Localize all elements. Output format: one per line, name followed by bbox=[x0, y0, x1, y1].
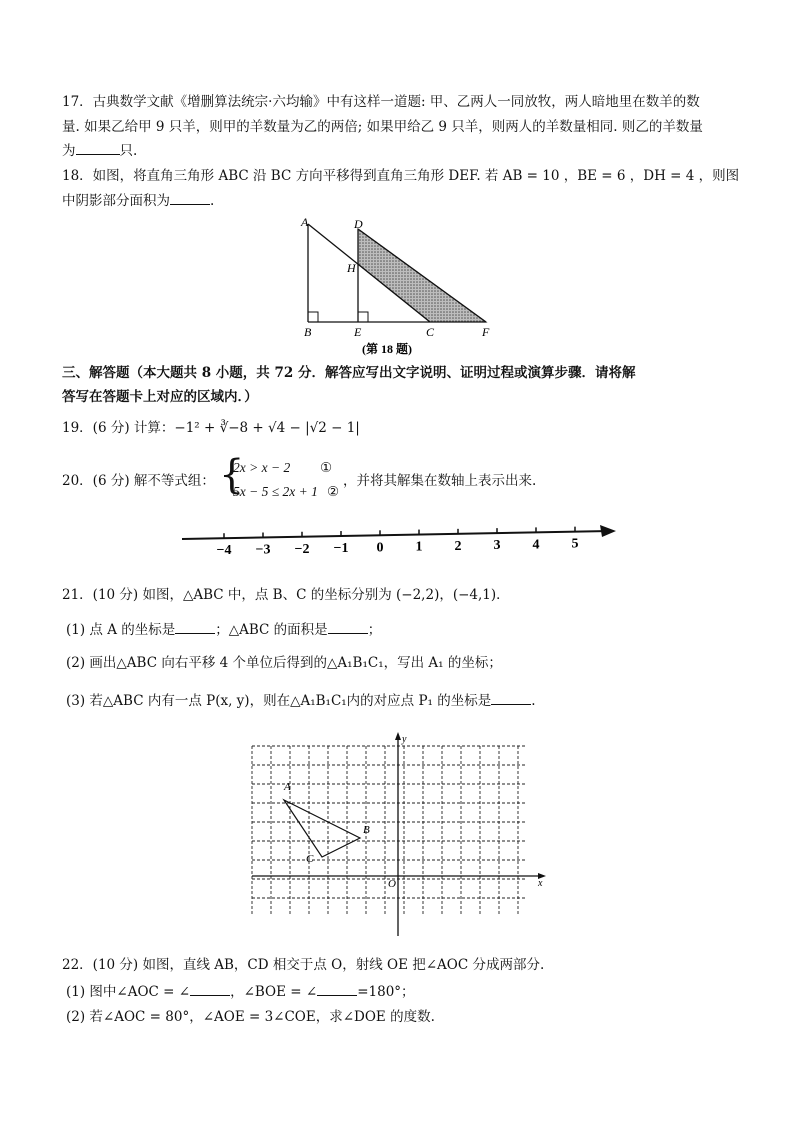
q22-part1 bbox=[66, 983, 415, 1001]
q20-inequality-2: 5x − 5 ≤ 2x + 1 bbox=[233, 484, 318, 499]
q17-line3 bbox=[62, 142, 137, 160]
number-line-tick-label: −4 bbox=[216, 543, 232, 559]
q20-number-line bbox=[176, 522, 622, 564]
q22-part1-pre: (1) 图中∠AOC = ∠ bbox=[66, 984, 191, 1000]
number-line-tick-label: 0 bbox=[376, 540, 384, 556]
q18-caption: (第 18 题) bbox=[362, 342, 412, 356]
q20-inequality-1: 2x > x − 2 bbox=[233, 460, 291, 475]
q17-line2: 量. 如果乙给甲 9 只羊，则甲的羊数量为乙的两倍; 如果甲给乙 9 只羊，则两人的羊数量相同. 则乙的羊数量 bbox=[62, 119, 703, 135]
q21-part2: (2) 画出△ABC 向右平移 4 个单位后得到的△A₁B₁C₁，写出 A₁ 的坐标； bbox=[66, 655, 502, 671]
number-line-tick-label: −3 bbox=[255, 542, 271, 558]
triangle-ABC bbox=[284, 800, 360, 857]
q18-right-angle-E bbox=[358, 312, 368, 322]
grid-label-B: B bbox=[363, 824, 370, 836]
q18-label-B: B bbox=[304, 325, 312, 339]
q19-text: 19．(6 分) 计算：−1² + ∛−8 + √4 − |√2 − 1| bbox=[62, 420, 360, 436]
q21-coordinate-grid bbox=[244, 730, 554, 940]
q20-system-brace: { bbox=[219, 452, 245, 498]
q21-answer-blank-A[interactable] bbox=[175, 621, 215, 634]
q18-label-D: D bbox=[354, 217, 363, 231]
q22-answer-blank-1[interactable] bbox=[190, 983, 230, 996]
number-line-tick-label: −2 bbox=[294, 541, 310, 557]
section3-heading-line2: 答写在答题卡上对应的区域内．） bbox=[62, 389, 258, 405]
q17-line1: 17．古典数学文献《增删算法统宗·六均输》中有这样一道题: 甲、乙两人一同放牧，两人暗地里在数羊的数 bbox=[62, 94, 700, 110]
q21-answer-blank-P1[interactable] bbox=[491, 692, 531, 705]
q20-suffix: ，并将其解集在数轴上表示出来. bbox=[343, 473, 537, 489]
q21-part1 bbox=[66, 621, 381, 639]
q18-label-E: E bbox=[354, 325, 362, 339]
q22-answer-blank-2[interactable] bbox=[317, 983, 357, 996]
q22-part1-post: =180°； bbox=[357, 984, 415, 1000]
number-line-tick-label: 1 bbox=[415, 539, 423, 555]
q17-answer-blank[interactable] bbox=[76, 142, 120, 155]
q18-label-C: C bbox=[426, 325, 435, 339]
q18-line1: 18．如图，将直角三角形 ABC 沿 BC 方向平移得到直角三角形 DEF. 若 AB = 10 ，BE = 6 ，DH = 4 ，则图 bbox=[62, 168, 740, 184]
q18-label-A: A bbox=[301, 215, 309, 229]
grid-label-C: C bbox=[306, 853, 314, 865]
q17-line3-pre: 为 bbox=[62, 143, 76, 159]
q20-prefix: 20．(6 分) 解不等式组： bbox=[62, 473, 215, 489]
q18-figure bbox=[290, 212, 510, 358]
q21-part1-post: ； bbox=[367, 622, 382, 638]
number-line-axis bbox=[182, 531, 610, 539]
y-axis-arrow bbox=[395, 732, 401, 740]
q18-line2-post: . bbox=[210, 193, 215, 209]
grid-label-O: O bbox=[388, 878, 396, 890]
grid-label-y: y bbox=[402, 734, 407, 745]
q21-part3 bbox=[66, 692, 536, 710]
q20-inequality-1-mark: ① bbox=[320, 460, 333, 476]
number-line-tick-label: 2 bbox=[454, 538, 462, 554]
grid-label-x: x bbox=[538, 878, 543, 889]
number-line-tick-label: 4 bbox=[532, 537, 540, 553]
q18-label-H: H bbox=[347, 261, 356, 275]
number-line-arrow bbox=[600, 525, 616, 537]
q18-line2-pre: 中阴影部分面积为 bbox=[62, 193, 170, 209]
number-line-tick-label: 5 bbox=[571, 536, 579, 552]
q21-part3-post: . bbox=[531, 693, 536, 709]
section3-heading-line1: 三、解答题（本大题共 8 小题，共 72 分．解答应写出文字说明、证明过程或演算步骤．请将解 bbox=[62, 365, 636, 381]
q21-part3-pre: (3) 若△ABC 内有一点 P(x, y)，则在△A₁B₁C₁内的对应点 P₁ 的坐标是 bbox=[66, 693, 492, 709]
q22-line1: 22．(10 分) 如图，直线 AB，CD 相交于点 O，射线 OE 把∠AOC 分成两部分. bbox=[62, 957, 545, 973]
q18-label-F: F bbox=[482, 325, 490, 339]
q17-line3-post: 只. bbox=[119, 143, 138, 159]
grid-label-A: A bbox=[284, 781, 291, 793]
q21-part1-pre: (1) 点 A 的坐标是 bbox=[66, 622, 176, 638]
q21-line1: 21．(10 分) 如图，△ABC 中，点 B、C 的坐标分别为 (−2,2)，(−4,1)． bbox=[62, 587, 510, 603]
q21-part1-mid: ；△ABC 的面积是 bbox=[215, 622, 328, 638]
q21-answer-blank-area[interactable] bbox=[328, 621, 368, 634]
number-line-tick-label: 3 bbox=[493, 538, 501, 554]
q18-line2 bbox=[62, 192, 214, 210]
q22-part2: (2) 若∠AOC = 80°，∠AOE = 3∠COE，求∠DOE 的度数. bbox=[66, 1009, 435, 1025]
q20-inequality-2-mark: ② bbox=[327, 484, 340, 500]
q22-part1-mid: ，∠BOE = ∠ bbox=[230, 984, 318, 1000]
number-line-tick-label: −1 bbox=[333, 541, 349, 557]
q18-right-angle-B bbox=[308, 312, 318, 322]
q18-answer-blank[interactable] bbox=[170, 192, 210, 205]
